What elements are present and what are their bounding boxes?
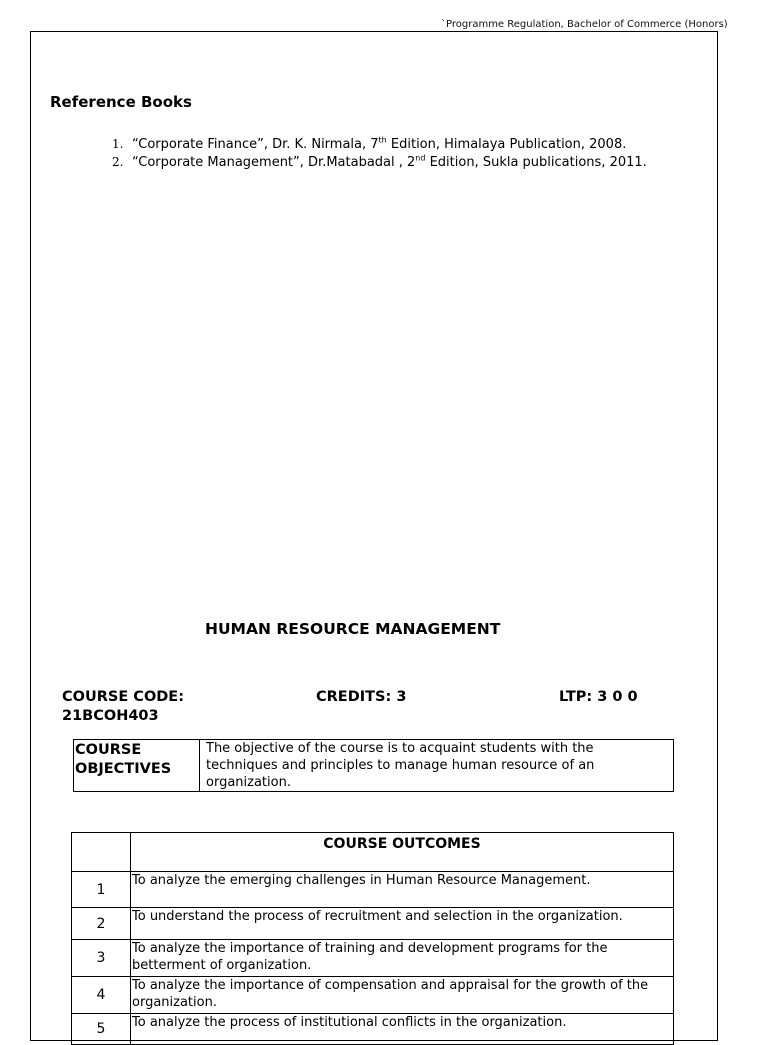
course-ltp: LTP: 3 0 0 (559, 689, 638, 705)
table-row (72, 1014, 674, 1045)
outcome-text: To analyze the process of institutional conflicts in the organization. (131, 1014, 674, 1045)
reference-text: “Corporate Finance”, Dr. K. Nirmala, 7 (132, 137, 379, 152)
reference-number: 2. (112, 155, 124, 169)
reference-superscript: nd (415, 153, 426, 163)
reference-item (112, 135, 647, 153)
course-outcomes-table (71, 832, 674, 1045)
outcome-text: To analyze the importance of compensation and appraisal for the growth of the organization. (131, 977, 674, 1014)
table-row (72, 977, 674, 1014)
outcome-number: 1 (72, 872, 131, 908)
reference-text-end: Edition, Sukla publications, 2011. (425, 155, 647, 170)
reference-number: 1. (112, 137, 124, 151)
outcome-number: 5 (72, 1014, 131, 1045)
course-objectives-text: The objective of the course is to acquaint students with the techniques and principles to manage human resource of an organization. (200, 740, 674, 792)
course-outcomes-heading: COURSE OUTCOMES (131, 833, 674, 872)
table-row (72, 940, 674, 977)
reference-text: “Corporate Management”, Dr.Matabadal , 2 (132, 155, 416, 170)
table-row (72, 872, 674, 908)
outcome-text: To analyze the importance of training and development programs for the betterment of organization. (131, 940, 674, 977)
outcome-number: 3 (72, 940, 131, 977)
reference-books-heading: Reference Books (50, 93, 192, 111)
objectives-label-line1: COURSE (75, 742, 142, 758)
course-code (62, 688, 184, 726)
table-row (72, 908, 674, 940)
reference-text-end: Edition, Himalaya Publication, 2008. (386, 137, 627, 152)
outcome-number: 2 (72, 908, 131, 940)
course-objectives-row (74, 740, 674, 792)
course-code-label: COURSE CODE: (62, 689, 185, 705)
outcomes-number-header (72, 833, 131, 872)
course-code-value: 21BCOH403 (62, 708, 159, 724)
course-credits: CREDITS: 3 (316, 689, 407, 705)
outcome-text: To analyze the emerging challenges in Human Resource Management. (131, 872, 674, 908)
objectives-label-line2: OBJECTIVES (75, 761, 172, 777)
course-title: HUMAN RESOURCE MANAGEMENT (205, 620, 501, 638)
outcome-number: 4 (72, 977, 131, 1014)
reference-books-list (112, 135, 647, 171)
course-objectives-label (74, 740, 200, 792)
running-header: `Programme Regulation, Bachelor of Commerce (Honors) (441, 19, 728, 30)
outcome-text: To understand the process of recruitment and selection in the organization. (131, 908, 674, 940)
reference-item (112, 153, 647, 171)
course-outcomes-header-row (72, 833, 674, 872)
course-objectives-table (73, 739, 674, 792)
reference-superscript: th (378, 135, 387, 145)
